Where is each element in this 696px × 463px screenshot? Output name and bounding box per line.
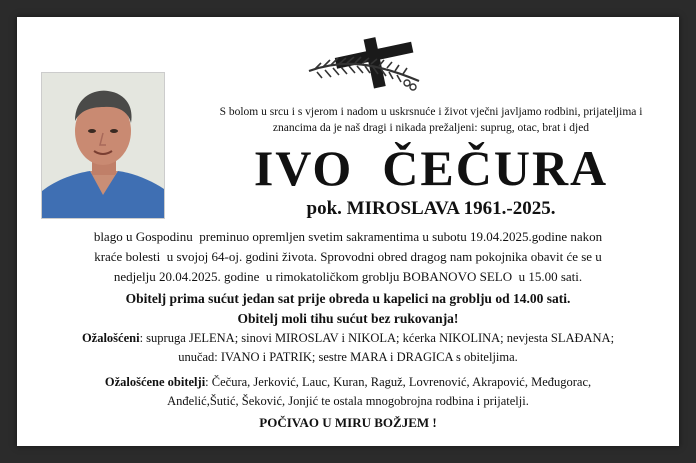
no-handshake-notice: Obitelj moli tihu sućut bez rukovanja! — [237, 311, 459, 326]
families-line-1 — [37, 373, 659, 392]
families-list — [37, 373, 659, 411]
mourners-line-1-text: : supruga JELENA; sinovi MIROSLAV i NIKOLA; kćerka NIKOLINA; nevjesta SLAĐANA; — [139, 331, 615, 345]
families-line-2: Anđelić,Šutić, Šeković, Jonjić te ostala mnogobrojna rodbina i prijatelji. — [167, 394, 529, 408]
cross-with-palm-branch-icon — [307, 37, 432, 92]
funeral-line-2: kraće bolesti u svojoj 64-oj. godini života. Sprovodni obred dragog nam pokojnika obavit će se u — [94, 249, 602, 264]
intro-line-1: S bolom u srcu i s vjerom i nadom u uskrsnuće i život vječni javljamo rodbini, prijateljima i — [219, 106, 643, 118]
deceased-parent-and-years: pok. MIROSLAVA 1961.-2025. — [306, 198, 556, 219]
funeral-line-3: nedjelju 20.04.2025. godine u rimokatoličkom groblju BOBANOVO SELO u 15.00 sati. — [113, 269, 583, 284]
mourners-line-2: unučad: IVANO i PATRIK; sestre MARA i DRAGICA s obiteljima. — [178, 350, 518, 364]
funeral-details — [37, 227, 659, 287]
mourners-label: Ožalošćeni — [81, 331, 140, 345]
closing-prayer: POČIVAO U MIRU BOŽJEM ! — [259, 415, 437, 430]
intro-line-2: znancima da je naš dragi i nikada prežaljeni: suprug, otac, brat i djed — [272, 122, 590, 134]
deceased-name: IVO ČEČURA — [253, 140, 609, 196]
families-line-1-text: : Čečura, Jerković, Lauc, Kuran, Raguž, Lovrenović, Akrapović, Međugorac, — [205, 375, 592, 389]
funeral-line-1: blago u Gospodinu preminuo opremljen svetim sakramentima u subotu 19.04.2025.godine nakon — [93, 229, 603, 244]
announcement-intro — [187, 104, 675, 136]
condolences-notice: Obitelj prima sućut jedan sat prije obreda u kapelici na groblju od 14.00 sati. — [125, 291, 571, 306]
mourners-list — [37, 329, 659, 367]
deceased-portrait-photo — [41, 72, 165, 219]
families-label: Ožalošćene obitelji — [104, 375, 206, 389]
mourners-line-1 — [37, 329, 659, 348]
obituary-card — [17, 17, 679, 446]
